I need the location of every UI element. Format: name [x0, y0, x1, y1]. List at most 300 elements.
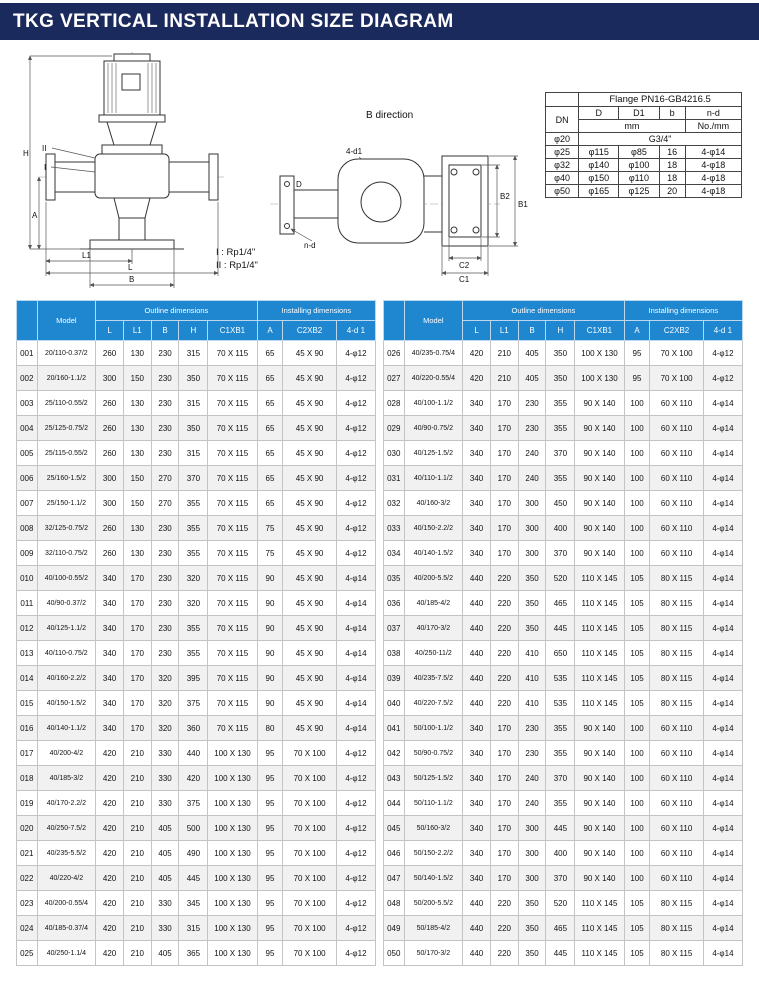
dim-l1: 170 [490, 841, 518, 866]
dim-a: 100 [624, 791, 650, 816]
dim-c2xb2: 80 X 115 [650, 666, 703, 691]
dim-l: 440 [463, 691, 491, 716]
installing-group-header: Installing dimensions [624, 301, 742, 321]
dim-b: 230 [518, 741, 546, 766]
dim-4d1: 4-φ12 [336, 741, 375, 766]
dim-a: 90 [257, 566, 283, 591]
dim-c1xb1: 70 X 115 [208, 391, 257, 416]
model: 40/160-3/2 [404, 491, 463, 516]
dim-l1: 170 [490, 816, 518, 841]
dim-c2xb2: 45 X 90 [283, 616, 336, 641]
dim-c2xb2: 80 X 115 [650, 691, 703, 716]
dim-c2xb2: 60 X 110 [650, 516, 703, 541]
dim-l1: 220 [490, 641, 518, 666]
dim-a: 100 [624, 866, 650, 891]
dim-4d1: 4-φ14 [703, 616, 742, 641]
flange-row [546, 185, 742, 198]
dim-l1: 220 [490, 941, 518, 966]
dim-h-label: H [23, 149, 29, 158]
dim-a: 90 [257, 616, 283, 641]
dim-l1: 170 [490, 791, 518, 816]
discharge-flange [209, 154, 218, 200]
dim-c1xb1: 70 X 115 [208, 666, 257, 691]
dim-b: 230 [518, 391, 546, 416]
dim-b: 230 [151, 616, 179, 641]
motor-fan-cap [114, 54, 150, 61]
spec-row [17, 891, 376, 916]
dim-a: 65 [257, 491, 283, 516]
dim-c1xb1: 110 X 145 [575, 566, 624, 591]
dim-c1xb1: 90 X 140 [575, 416, 624, 441]
spec-row [17, 691, 376, 716]
dim-l1: 170 [490, 866, 518, 891]
spec-row [384, 891, 743, 916]
row-num: 040 [384, 691, 405, 716]
dim-a: 100 [624, 541, 650, 566]
spec-row [384, 566, 743, 591]
num-col-header [17, 301, 38, 341]
dim-l1: 170 [490, 466, 518, 491]
dim-l: 420 [96, 841, 124, 866]
dim-b: 330 [151, 791, 179, 816]
dim-c2xb2: 80 X 115 [650, 641, 703, 666]
model: 40/125-1.5/2 [404, 441, 463, 466]
dim-b: 300 [518, 866, 546, 891]
lantern-support [107, 122, 157, 145]
row-num: 033 [384, 516, 405, 541]
dim-4d1: 4-φ14 [703, 541, 742, 566]
dim-a: 65 [257, 341, 283, 366]
dim-4d1: 4-φ12 [336, 341, 375, 366]
flange-rows [546, 133, 742, 198]
port-note-ii: II : Rp1/4" [216, 260, 258, 271]
flange-nd-cell: 4-φ18 [685, 159, 741, 172]
dim-h: 520 [546, 566, 575, 591]
dim-a: 105 [624, 891, 650, 916]
dim-l1: 150 [123, 491, 151, 516]
dim-l1: 170 [123, 716, 151, 741]
flange-dn-cell: φ25 [546, 146, 579, 159]
dim-b: 240 [518, 791, 546, 816]
spec-row [17, 841, 376, 866]
dim-4d1: 4-φ14 [703, 641, 742, 666]
dim-4d1: 4-φ14 [336, 591, 375, 616]
dim-c1xb1: 100 X 130 [208, 816, 257, 841]
dim-4d1: 4-φ14 [703, 916, 742, 941]
row-num: 032 [384, 491, 405, 516]
spec-row [384, 741, 743, 766]
dim-4d1: 4-φ14 [703, 391, 742, 416]
dim-c2xb2: 60 X 110 [650, 741, 703, 766]
model: 40/250-7.5/2 [37, 816, 96, 841]
dim-4d1: 4-φ12 [336, 466, 375, 491]
dim-4d1: 4-φ14 [703, 591, 742, 616]
dim-c1xb1: 90 X 140 [575, 816, 624, 841]
spec-row [384, 366, 743, 391]
dim-l1: 170 [490, 416, 518, 441]
dim-c1xb1: 70 X 115 [208, 441, 257, 466]
dim-4d1: 4-φ14 [336, 616, 375, 641]
dim-h: 370 [546, 441, 575, 466]
flange-b-cell: 18 [659, 172, 685, 185]
dim-h: 355 [179, 516, 208, 541]
port-i-label: I [44, 163, 47, 172]
spec-row [17, 916, 376, 941]
dim-c1xb1: 70 X 115 [208, 566, 257, 591]
outline-group-header: Outline dimensions [96, 301, 257, 321]
model: 40/170-3/2 [404, 616, 463, 641]
dim-4d1: 4-φ14 [703, 441, 742, 466]
suction-pipe-side [294, 190, 338, 218]
dim-b: 230 [151, 641, 179, 666]
dim-b: 350 [518, 566, 546, 591]
dim-l1: 210 [123, 816, 151, 841]
suction-flange [46, 154, 55, 200]
dim-h: 465 [546, 591, 575, 616]
dim-l: 340 [96, 616, 124, 641]
dim-4d1: 4-φ12 [336, 841, 375, 866]
col-header-b: B [151, 321, 179, 341]
port-ii-label: II [42, 144, 47, 153]
dim-4d1: 4-φ12 [336, 816, 375, 841]
col-header-h: H [179, 321, 208, 341]
dim-c2xb2: 45 X 90 [283, 441, 336, 466]
dim-a: 95 [257, 816, 283, 841]
base-plate [90, 240, 174, 249]
row-num: 028 [384, 391, 405, 416]
row-num: 023 [17, 891, 38, 916]
dim-h: 465 [546, 916, 575, 941]
dim-c2xb2: 60 X 110 [650, 716, 703, 741]
dim-l1: 220 [490, 616, 518, 641]
dim-c2xb2: 60 X 110 [650, 816, 703, 841]
dim-l: 340 [463, 441, 491, 466]
dim-4d1: 4-φ12 [336, 916, 375, 941]
row-num: 010 [17, 566, 38, 591]
dim-l: 420 [463, 341, 491, 366]
dim-c1xb1: 100 X 130 [208, 866, 257, 891]
row-num: 013 [17, 641, 38, 666]
dim-h [23, 56, 112, 249]
dim-c1xb1: 100 X 130 [208, 941, 257, 966]
dim-c1xb1: 100 X 130 [208, 841, 257, 866]
discharge-pipe [169, 162, 209, 192]
dim-l: 340 [96, 691, 124, 716]
dim-a: 105 [624, 916, 650, 941]
dim-c2xb2: 70 X 100 [283, 816, 336, 841]
dim-h: 355 [546, 416, 575, 441]
dim-c1xb1: 90 X 140 [575, 791, 624, 816]
dim-a: 100 [624, 816, 650, 841]
dim-c1xb1: 100 X 130 [575, 366, 624, 391]
dim-4d1: 4-φ12 [703, 366, 742, 391]
spec-rows-left [17, 341, 376, 966]
dim-l: 420 [96, 866, 124, 891]
flange-d1-cell: φ110 [619, 172, 659, 185]
dim-l: 420 [96, 741, 124, 766]
flange-nd-cell: 4-φ18 [685, 185, 741, 198]
dim-4d1: 4-φ14 [703, 791, 742, 816]
flange-col-b: b [659, 107, 685, 120]
row-num: 011 [17, 591, 38, 616]
dim-c2xb2: 80 X 115 [650, 566, 703, 591]
dim-h: 320 [179, 591, 208, 616]
spec-row [384, 441, 743, 466]
spec-row [384, 616, 743, 641]
dim-h: 350 [546, 366, 575, 391]
dim-b1-label: B1 [518, 200, 528, 209]
spec-row [384, 591, 743, 616]
row-num: 020 [17, 816, 38, 841]
dim-a: 100 [624, 466, 650, 491]
dim-4d1: 4-φ12 [336, 441, 375, 466]
model: 40/150-2.2/2 [404, 516, 463, 541]
flange-d-cell: φ115 [579, 146, 619, 159]
model: 25/150-1.1/2 [37, 491, 96, 516]
dim-l1: 170 [123, 641, 151, 666]
spec-row [17, 416, 376, 441]
dim-c1xb1: 70 X 115 [208, 491, 257, 516]
flange-row [546, 172, 742, 185]
dim-l1: 170 [123, 566, 151, 591]
spec-row [384, 516, 743, 541]
dim-b: 300 [518, 841, 546, 866]
dim-c1xb1: 100 X 130 [208, 891, 257, 916]
spec-row [17, 341, 376, 366]
dim-l: 340 [463, 866, 491, 891]
dim-l1: 170 [490, 441, 518, 466]
dim-c2xb2: 45 X 90 [283, 341, 336, 366]
dim-4d1: 4-φ14 [336, 691, 375, 716]
dim-b: 410 [518, 666, 546, 691]
dim-l: 440 [463, 916, 491, 941]
dim-l1: 220 [490, 591, 518, 616]
dim-b: 350 [518, 591, 546, 616]
dim-h: 420 [179, 766, 208, 791]
model: 50/140-1.5/2 [404, 866, 463, 891]
col-header-h: H [546, 321, 575, 341]
dim-a: 100 [624, 766, 650, 791]
dim-a: 90 [257, 591, 283, 616]
model: 32/125-0.75/2 [37, 516, 96, 541]
dim-l1: 130 [123, 391, 151, 416]
dim-4d1: 4-φ12 [336, 416, 375, 441]
model: 40/150-1.5/2 [37, 691, 96, 716]
dim-a: 90 [257, 666, 283, 691]
dim-h: 650 [546, 641, 575, 666]
dim-h: 355 [179, 641, 208, 666]
dim-c2xb2: 60 X 110 [650, 766, 703, 791]
model: 40/110-1.1/2 [404, 466, 463, 491]
dim-b: 230 [518, 716, 546, 741]
row-num: 048 [384, 891, 405, 916]
model: 32/110-0.75/2 [37, 541, 96, 566]
dim-c1xb1: 110 X 145 [575, 641, 624, 666]
col-header-a: A [257, 321, 283, 341]
row-num: 005 [17, 441, 38, 466]
dim-c2xb2: 70 X 100 [283, 766, 336, 791]
flange-d-cell: φ165 [579, 185, 619, 198]
dim-c2xb2: 45 X 90 [283, 591, 336, 616]
dim-h: 315 [179, 441, 208, 466]
dim-4d1: 4-φ14 [703, 741, 742, 766]
dim-c2xb2: 60 X 110 [650, 441, 703, 466]
dim-l1: 210 [123, 841, 151, 866]
dim-l: 440 [463, 891, 491, 916]
dim-4d1: 4-φ14 [703, 841, 742, 866]
dim-c1xb1: 70 X 115 [208, 416, 257, 441]
flange-row [546, 133, 742, 146]
dim-c2xb2: 60 X 110 [650, 841, 703, 866]
dim-c2xb2: 70 X 100 [283, 916, 336, 941]
dim-l1: 130 [123, 341, 151, 366]
dim-a: 100 [624, 516, 650, 541]
dim-b: 350 [518, 616, 546, 641]
dim-l: 340 [96, 716, 124, 741]
bolt-label: 4-d1 [346, 147, 363, 156]
dim-4d1: 4-φ14 [703, 566, 742, 591]
dim-c1xb1: 90 X 140 [575, 741, 624, 766]
dim-a: 80 [257, 716, 283, 741]
spec-row [384, 541, 743, 566]
dim-c1xb1: 110 X 145 [575, 591, 624, 616]
flange-d-cell: G3/4" [579, 133, 742, 146]
model: 40/90-0.37/2 [37, 591, 96, 616]
dim-c2xb2: 45 X 90 [283, 416, 336, 441]
dim-l: 340 [463, 791, 491, 816]
dim-a: 100 [624, 491, 650, 516]
model: 25/160-1.5/2 [37, 466, 96, 491]
dim-l1: 170 [490, 491, 518, 516]
dim-a: 95 [257, 741, 283, 766]
dim-h: 370 [546, 866, 575, 891]
row-num: 003 [17, 391, 38, 416]
dim-b1 [489, 156, 528, 246]
dim-c1xb1: 90 X 140 [575, 841, 624, 866]
model: 40/125-1.1/2 [37, 616, 96, 641]
dim-l: 260 [96, 541, 124, 566]
model: 40/235-5.5/2 [37, 841, 96, 866]
model: 25/115-0.55/2 [37, 441, 96, 466]
row-num: 004 [17, 416, 38, 441]
dim-c2xb2: 60 X 110 [650, 491, 703, 516]
dim-4d1: 4-φ12 [336, 866, 375, 891]
dim-l: 260 [96, 416, 124, 441]
dim-b: 230 [151, 541, 179, 566]
flange-col-d1: D1 [619, 107, 659, 120]
dim-c2xb2: 70 X 100 [283, 741, 336, 766]
dim-b: 330 [151, 891, 179, 916]
dim-c2xb2: 70 X 100 [283, 941, 336, 966]
model: 40/140-1.5/2 [404, 541, 463, 566]
row-num: 008 [17, 516, 38, 541]
dim-b: 230 [151, 391, 179, 416]
spec-row [17, 541, 376, 566]
dim-4d1: 4-φ12 [336, 941, 375, 966]
spec-row [17, 666, 376, 691]
dim-b: 230 [151, 416, 179, 441]
spec-row [17, 366, 376, 391]
dim-c2xb2: 70 X 100 [283, 841, 336, 866]
dim-l-label: L [128, 263, 133, 272]
row-num: 022 [17, 866, 38, 891]
spec-row [17, 466, 376, 491]
dim-c2xb2: 70 X 100 [283, 791, 336, 816]
dim-l: 260 [96, 441, 124, 466]
col-header-l: L [96, 321, 124, 341]
dim-4d1: 4-φ14 [336, 716, 375, 741]
model: 50/90-0.75/2 [404, 741, 463, 766]
dim-c1xb1: 110 X 145 [575, 916, 624, 941]
dim-c2-label: C2 [459, 261, 470, 270]
row-num: 018 [17, 766, 38, 791]
model: 50/125-1.5/2 [404, 766, 463, 791]
dim-l1: 150 [123, 466, 151, 491]
model: 50/110-1.1/2 [404, 791, 463, 816]
spec-row [384, 841, 743, 866]
dim-4d1: 4-φ14 [703, 866, 742, 891]
dim-h: 520 [546, 891, 575, 916]
dim-b: 230 [518, 416, 546, 441]
row-num: 037 [384, 616, 405, 641]
b-direction-title: B direction [366, 110, 414, 121]
row-num: 047 [384, 866, 405, 891]
dim-l1: 210 [123, 866, 151, 891]
model: 40/185-4/2 [404, 591, 463, 616]
model: 40/185-0.37/4 [37, 916, 96, 941]
col-header-4d1: 4-d 1 [336, 321, 375, 341]
flange-d1-cell: φ85 [619, 146, 659, 159]
model: 40/220-0.55/4 [404, 366, 463, 391]
dim-l: 300 [96, 491, 124, 516]
dim-l: 440 [463, 641, 491, 666]
dim-l1: 220 [490, 916, 518, 941]
dim-l1: 130 [123, 516, 151, 541]
outline-group-header: Outline dimensions [463, 301, 624, 321]
row-num: 045 [384, 816, 405, 841]
dim-c1xb1: 90 X 140 [575, 541, 624, 566]
flange-dn-cell: φ20 [546, 133, 579, 146]
dim-h: 400 [546, 516, 575, 541]
spec-row [384, 766, 743, 791]
dim-h: 355 [546, 391, 575, 416]
dim-b: 350 [518, 891, 546, 916]
dim-c2xb2: 45 X 90 [283, 691, 336, 716]
page-title: TKG VERTICAL INSTALLATION SIZE DIAGRAM [0, 3, 759, 40]
row-num: 034 [384, 541, 405, 566]
row-num: 007 [17, 491, 38, 516]
installing-group-header: Installing dimensions [257, 301, 375, 321]
spec-row [384, 416, 743, 441]
dim-l1: 220 [490, 691, 518, 716]
dim-4d1: 4-φ14 [703, 416, 742, 441]
dim-b: 405 [151, 941, 179, 966]
dim-a: 100 [624, 841, 650, 866]
spec-row [384, 816, 743, 841]
support-cone [114, 198, 150, 218]
dim-l1: 130 [123, 541, 151, 566]
row-num: 036 [384, 591, 405, 616]
dim-a: 95 [257, 866, 283, 891]
dim-c1xb1: 70 X 115 [208, 716, 257, 741]
row-num: 012 [17, 616, 38, 641]
row-num: 024 [17, 916, 38, 941]
dim-c1xb1: 70 X 115 [208, 641, 257, 666]
model: 40/235-0.75/4 [404, 341, 463, 366]
flange-d-cell: φ150 [579, 172, 619, 185]
dim-h: 365 [179, 941, 208, 966]
dim-c1xb1: 90 X 140 [575, 441, 624, 466]
